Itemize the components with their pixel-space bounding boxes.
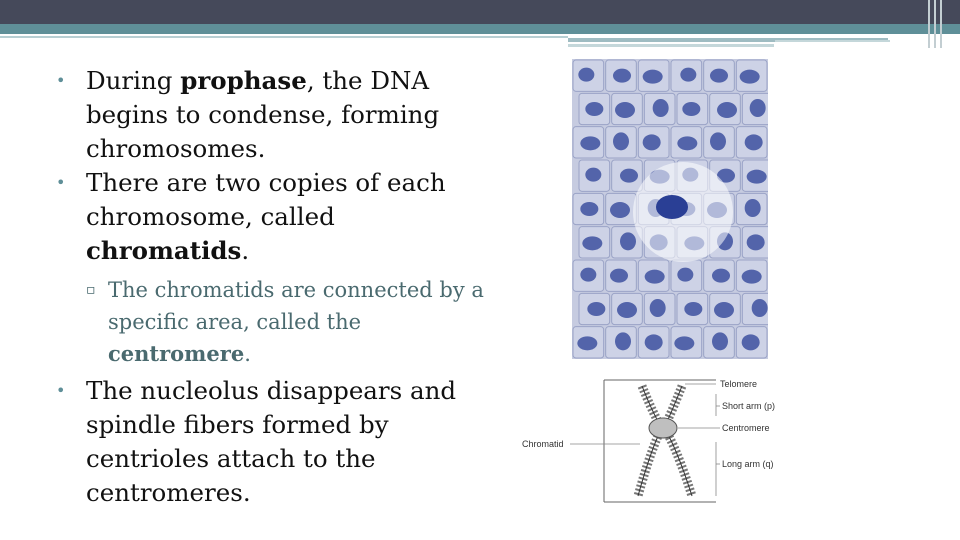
bullet-marker: • — [56, 71, 66, 90]
cell-nucleus — [677, 136, 697, 150]
cell-nucleus — [587, 302, 605, 316]
cell-nucleus — [577, 336, 597, 350]
cell-nucleus — [680, 68, 696, 82]
bullet-item — [56, 166, 496, 268]
cell-nucleus — [710, 69, 728, 83]
bold-term: chromatids — [86, 236, 242, 265]
cell-nucleus — [684, 302, 702, 316]
prophase-nucleus — [656, 195, 688, 219]
cell-nucleus — [677, 268, 693, 282]
bullet-text: , the DNA begins to condense, forming chromosomes. — [86, 66, 440, 163]
cell-nucleus — [617, 302, 637, 318]
cell-nucleus — [682, 102, 700, 116]
bold-term: centromere — [108, 341, 245, 366]
bullet-marker: • — [56, 381, 66, 400]
cell-nucleus — [645, 334, 663, 350]
cell-nucleus — [710, 132, 726, 150]
cell-nucleus — [613, 132, 629, 150]
cell-nucleus — [745, 134, 763, 150]
bullet-item — [56, 64, 496, 166]
cell-nucleus — [747, 234, 765, 250]
cell-nucleus — [610, 269, 628, 283]
bullet-text: . — [241, 236, 250, 265]
cell-nucleus — [643, 70, 663, 84]
bullet-text: The chromatids are connected by a specific area, called the — [108, 278, 484, 334]
bullet-text: There are two copies of each chromosome, called — [86, 168, 446, 231]
cell-nucleus — [580, 136, 600, 150]
top-banner-bar — [0, 0, 960, 24]
cell-nucleus — [740, 70, 760, 84]
chromatid-arm — [638, 386, 692, 496]
cell-nucleus — [615, 102, 635, 118]
bullet-text: The nucleolus disappears and spindle fibers formed by centrioles attach to the centromeres. — [86, 376, 457, 507]
cell-nucleus — [578, 68, 594, 82]
bold-term: prophase — [180, 66, 307, 95]
header-rule — [775, 40, 890, 42]
centromere-shape — [649, 418, 677, 438]
sub-bullet — [86, 274, 496, 370]
corner-ornament — [928, 0, 946, 48]
centromere-label: Centromere — [722, 423, 770, 433]
bullet-text: . — [244, 342, 251, 366]
cell-nucleus — [653, 99, 669, 117]
slide-body — [56, 64, 496, 510]
cell-nucleus — [717, 102, 737, 118]
bullet-marker: • — [56, 173, 66, 192]
bullet-text: During — [86, 66, 181, 95]
cell-nucleus — [613, 69, 631, 83]
cell-nucleus — [580, 202, 598, 216]
cell-nucleus — [752, 299, 768, 317]
bullet-item — [56, 374, 496, 510]
cell-nucleus — [643, 134, 661, 150]
cell-nucleus — [620, 169, 638, 183]
chromatid-label: Chromatid — [522, 439, 564, 449]
cell-nucleus — [615, 332, 631, 350]
cell-nucleus — [585, 102, 603, 116]
cell-nucleus — [645, 270, 665, 284]
cell-nucleus — [620, 232, 636, 250]
header-rule — [568, 44, 774, 47]
cell-nucleus — [750, 99, 766, 117]
cell-nucleus — [580, 268, 596, 282]
cell-nucleus — [714, 302, 734, 318]
cell-nucleus — [747, 170, 767, 184]
cell-nucleus — [742, 334, 760, 350]
long-arm-label: Long arm (q) — [722, 459, 774, 469]
cell-nucleus — [712, 269, 730, 283]
bullet-marker: ▫ — [86, 282, 96, 298]
cell-nucleus — [712, 332, 728, 350]
cell-nucleus — [582, 236, 602, 250]
short-arm-label: Short arm (p) — [722, 401, 776, 411]
cell-nucleus — [674, 336, 694, 350]
cell-nucleus — [585, 168, 601, 182]
cell-nucleus — [610, 202, 630, 218]
header-rule — [0, 36, 568, 38]
prophase-micrograph — [572, 59, 768, 359]
cell-nucleus — [650, 299, 666, 317]
telomere-label: Telomere — [720, 379, 758, 389]
cell-nucleus — [742, 270, 762, 284]
chromosome-diagram — [520, 376, 820, 506]
top-accent-bar — [0, 24, 960, 34]
cell-nucleus — [745, 199, 761, 217]
